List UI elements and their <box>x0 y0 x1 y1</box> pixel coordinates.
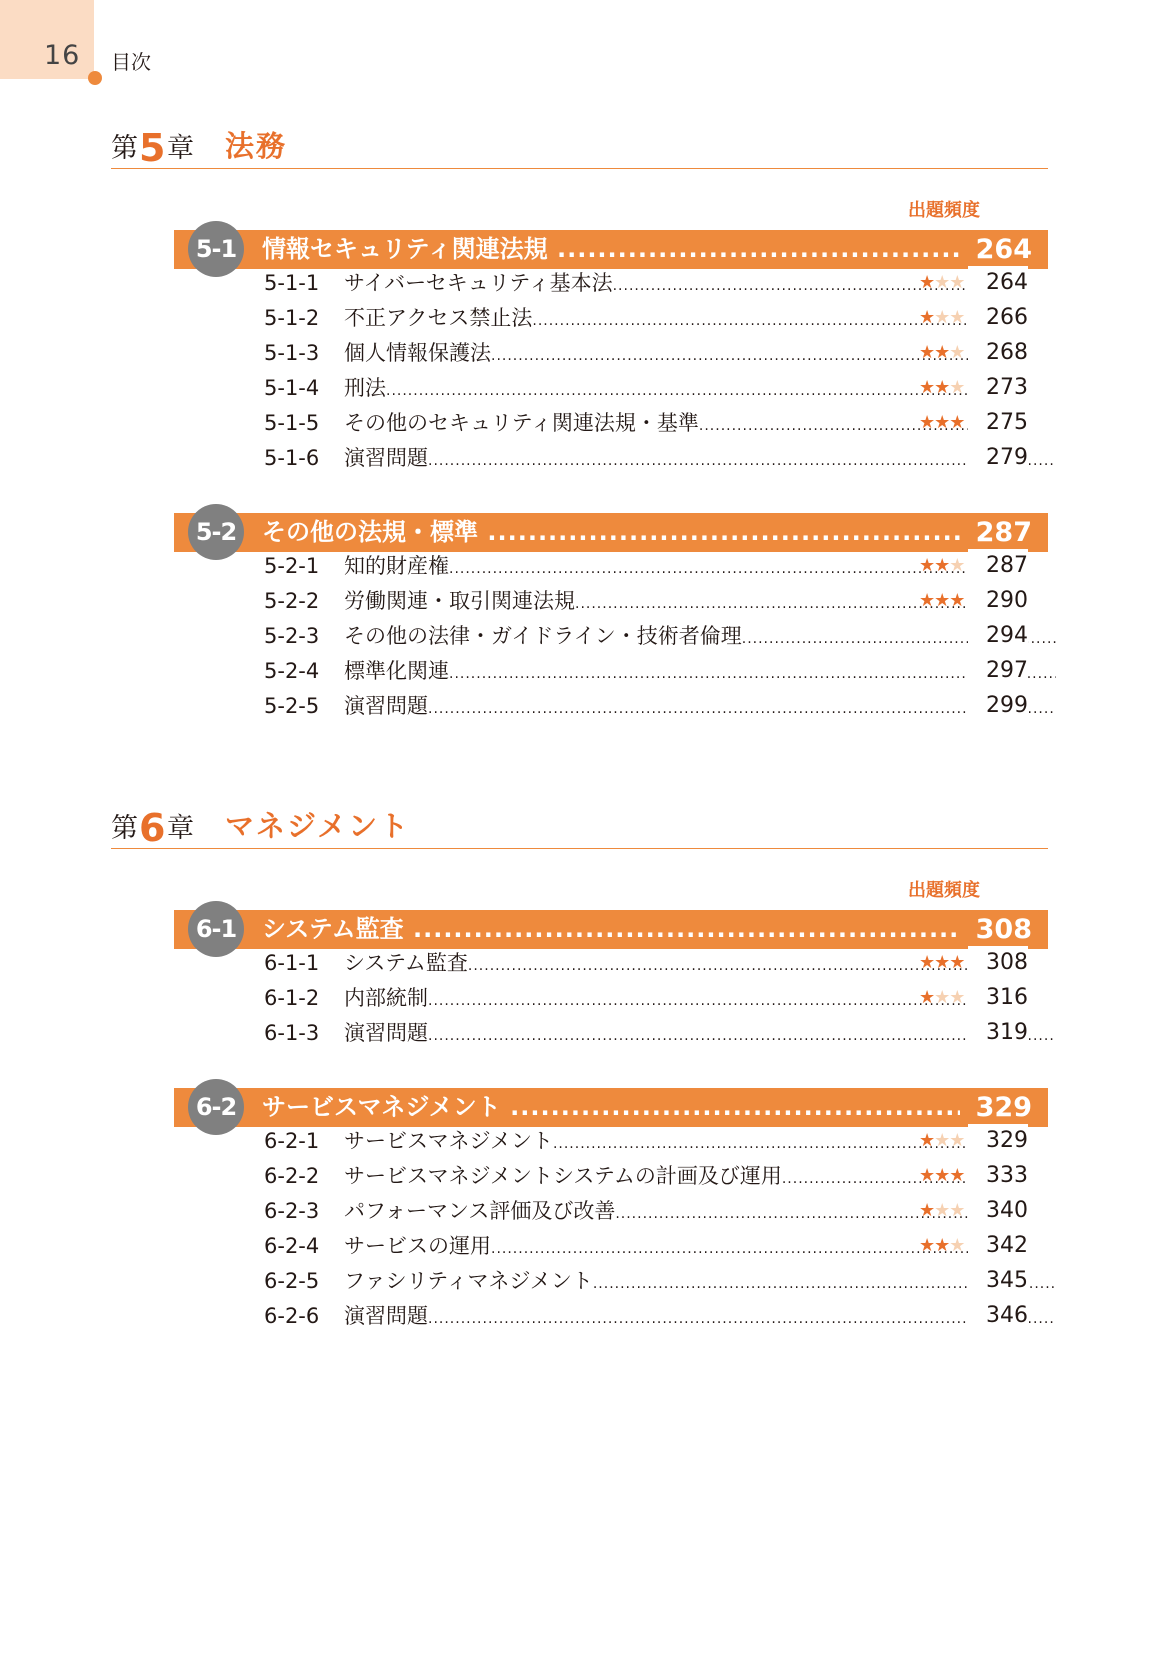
star-icon: ★ <box>934 555 950 576</box>
toc-entry[interactable] <box>264 619 1028 653</box>
toc-entry[interactable] <box>264 441 1028 475</box>
entry-number: 5-1-5 <box>264 411 320 435</box>
entry-number: 6-1-1 <box>264 951 320 975</box>
star-icon: ★ <box>949 987 965 1008</box>
star-icon: ★ <box>919 1200 935 1221</box>
running-header: 目次 <box>111 50 151 74</box>
entry-title: 不正アクセス禁止法 ..... <box>344 301 989 338</box>
entry-number: 6-1-3 <box>264 1021 320 1045</box>
section-page-number: 287 <box>960 513 1032 552</box>
entry-number: 5-2-4 <box>264 659 320 683</box>
section-number-badge: 5-2 <box>188 504 244 560</box>
toc-entry[interactable] <box>264 1016 1028 1050</box>
star-icon: ★ <box>949 590 965 611</box>
toc-entry[interactable] <box>264 981 1028 1015</box>
page-dot-decoration <box>88 71 102 85</box>
entry-number: 6-1-2 <box>264 986 320 1010</box>
star-icon: ★ <box>934 1130 950 1151</box>
entry-title: 知的財産権 ..... <box>344 549 989 586</box>
entry-page-number: 266 <box>968 301 1028 335</box>
entry-title: サイバーセキュリティ基本法 ..... <box>344 266 989 303</box>
chapter-heading <box>111 808 1048 849</box>
entry-page-number: 308 <box>968 946 1028 980</box>
entry-page-number: 299 <box>968 689 1028 723</box>
star-icon: ★ <box>934 377 950 398</box>
entry-title: 労働関連・取引関連法規 ..... <box>344 584 989 621</box>
entry-number: 5-1-3 <box>264 341 320 365</box>
entry-page-number: 264 <box>968 266 1028 300</box>
entry-page-number: 290 <box>968 584 1028 618</box>
frequency-stars <box>919 981 964 1015</box>
star-icon: ★ <box>919 342 935 363</box>
frequency-stars <box>919 371 964 405</box>
frequency-label: 出題頻度 <box>908 880 980 901</box>
entry-page-number: 287 <box>968 549 1028 583</box>
entry-title: サービスの運用 ..... <box>344 1229 989 1266</box>
entry-number: 6-2-5 <box>264 1269 320 1293</box>
toc-entry[interactable] <box>264 266 1028 300</box>
toc-entry[interactable] <box>264 584 1028 618</box>
chapter-heading <box>111 128 1048 169</box>
star-icon: ★ <box>949 307 965 328</box>
section-title[interactable]: その他の法規・標準 ..... <box>262 513 962 552</box>
toc-entry[interactable] <box>264 1159 1028 1193</box>
star-icon: ★ <box>919 307 935 328</box>
toc-entry[interactable] <box>264 1124 1028 1158</box>
entry-number: 5-1-4 <box>264 376 320 400</box>
entry-title: その他の法律・ガイドライン・技術者倫理 ..... <box>344 619 1056 656</box>
chapter-suffix: 章 <box>167 813 194 844</box>
section-page-number: 329 <box>960 1088 1032 1127</box>
star-icon: ★ <box>949 1130 965 1151</box>
star-icon: ★ <box>949 952 965 973</box>
entry-page-number: 345 <box>968 1264 1028 1298</box>
toc-entry[interactable] <box>264 549 1028 583</box>
entry-page-number: 340 <box>968 1194 1028 1228</box>
entry-number: 5-2-2 <box>264 589 320 613</box>
entry-title: 演習問題 ..... <box>344 689 1056 726</box>
entry-page-number: 297 <box>968 654 1028 688</box>
entry-page-number: 329 <box>968 1124 1028 1158</box>
star-icon: ★ <box>934 590 950 611</box>
frequency-stars <box>919 336 964 370</box>
entry-title: 演習問題 ..... <box>344 1299 1056 1336</box>
toc-entry[interactable] <box>264 1264 1028 1298</box>
entry-title: サービスマネジメント ..... <box>344 1124 989 1161</box>
star-icon: ★ <box>934 952 950 973</box>
star-icon: ★ <box>919 1235 935 1256</box>
star-icon: ★ <box>919 1130 935 1151</box>
star-icon: ★ <box>949 1235 965 1256</box>
star-icon: ★ <box>934 1165 950 1186</box>
star-icon: ★ <box>934 342 950 363</box>
entry-number: 5-2-5 <box>264 694 320 718</box>
frequency-stars <box>919 1229 964 1263</box>
star-icon: ★ <box>949 1165 965 1186</box>
star-icon: ★ <box>919 987 935 1008</box>
toc-entry[interactable] <box>264 946 1028 980</box>
chapter-number: 5 <box>139 126 166 170</box>
star-icon: ★ <box>949 377 965 398</box>
frequency-stars <box>919 266 964 300</box>
entry-page-number: 316 <box>968 981 1028 1015</box>
toc-entry[interactable] <box>264 654 1028 688</box>
entry-title: 刑法 ..... <box>344 371 989 408</box>
star-icon: ★ <box>949 1200 965 1221</box>
entry-number: 6-2-6 <box>264 1304 320 1328</box>
section-number-badge: 5-1 <box>188 221 244 277</box>
entry-page-number: 333 <box>968 1159 1028 1193</box>
page-number: 16 <box>44 40 81 71</box>
section-number-badge: 6-1 <box>188 901 244 957</box>
entry-number: 6-2-4 <box>264 1234 320 1258</box>
toc-entry[interactable] <box>264 406 1028 440</box>
chapter-suffix: 章 <box>167 133 194 164</box>
section-title[interactable]: 情報セキュリティ関連法規 ..... <box>262 230 962 269</box>
star-icon: ★ <box>934 272 950 293</box>
entry-page-number: 319 <box>968 1016 1028 1050</box>
entry-page-number: 342 <box>968 1229 1028 1263</box>
frequency-label: 出題頻度 <box>908 200 980 221</box>
chapter-prefix: 第 <box>111 813 138 844</box>
star-icon: ★ <box>949 555 965 576</box>
frequency-stars <box>919 946 964 980</box>
entry-title: サービスマネジメントシステムの計画及び運用 ..... <box>344 1159 989 1196</box>
entry-title: 内部統制 ..... <box>344 981 989 1018</box>
toc-entry[interactable] <box>264 336 1028 370</box>
star-icon: ★ <box>949 412 965 433</box>
entry-title: システム監査 ..... <box>344 946 989 983</box>
entry-page-number: 275 <box>968 406 1028 440</box>
entry-page-number: 346 <box>968 1299 1028 1333</box>
toc-entry[interactable] <box>264 371 1028 405</box>
star-icon: ★ <box>919 1165 935 1186</box>
entry-title: パフォーマンス評価及び改善 ..... <box>344 1194 989 1231</box>
entry-title: 演習問題 ..... <box>344 1016 1056 1053</box>
entry-number: 5-1-2 <box>264 306 320 330</box>
entry-title: 標準化関連 ..... <box>344 654 1056 691</box>
frequency-stars <box>919 549 964 583</box>
entry-number: 5-2-1 <box>264 554 320 578</box>
entry-page-number: 268 <box>968 336 1028 370</box>
star-icon: ★ <box>934 307 950 328</box>
entry-number: 5-1-6 <box>264 446 320 470</box>
entry-number: 6-2-2 <box>264 1164 320 1188</box>
entry-title: 個人情報保護法 ..... <box>344 336 989 373</box>
entry-number: 5-2-3 <box>264 624 320 648</box>
entry-page-number: 273 <box>968 371 1028 405</box>
section-number-badge: 6-2 <box>188 1079 244 1135</box>
toc-entry[interactable] <box>264 1299 1028 1333</box>
toc-entry[interactable] <box>264 301 1028 335</box>
entry-number: 6-2-1 <box>264 1129 320 1153</box>
star-icon: ★ <box>934 987 950 1008</box>
section-title[interactable]: システム監査 ..... <box>262 910 962 949</box>
star-icon: ★ <box>949 272 965 293</box>
frequency-stars <box>919 584 964 618</box>
frequency-stars <box>919 1159 964 1193</box>
chapter-prefix: 第 <box>111 133 138 164</box>
entry-number: 5-1-1 <box>264 271 320 295</box>
star-icon: ★ <box>919 272 935 293</box>
entry-title: 演習問題 ..... <box>344 441 1056 478</box>
frequency-stars <box>919 1124 964 1158</box>
star-icon: ★ <box>919 555 935 576</box>
frequency-stars <box>919 406 964 440</box>
section-page-number: 308 <box>960 910 1032 949</box>
star-icon: ★ <box>934 412 950 433</box>
star-icon: ★ <box>919 377 935 398</box>
chapter-title: マネジメント <box>225 809 411 843</box>
star-icon: ★ <box>949 342 965 363</box>
entry-page-number: 279 <box>968 441 1028 475</box>
entry-page-number: 294 <box>968 619 1028 653</box>
star-icon: ★ <box>919 952 935 973</box>
entry-title: ファシリティマネジメント ..... <box>344 1264 1056 1301</box>
star-icon: ★ <box>934 1235 950 1256</box>
star-icon: ★ <box>919 412 935 433</box>
star-icon: ★ <box>934 1200 950 1221</box>
chapter-number: 6 <box>139 806 166 850</box>
section-title[interactable]: サービスマネジメント ..... <box>262 1088 962 1127</box>
star-icon: ★ <box>919 590 935 611</box>
toc-entry[interactable] <box>264 1194 1028 1228</box>
entry-number: 6-2-3 <box>264 1199 320 1223</box>
chapter-title: 法務 <box>225 129 288 163</box>
frequency-stars <box>919 1194 964 1228</box>
frequency-stars <box>919 301 964 335</box>
entry-title: その他のセキュリティ関連法規・基準 ..... <box>344 406 989 443</box>
toc-entry[interactable] <box>264 689 1028 723</box>
toc-entry[interactable] <box>264 1229 1028 1263</box>
section-page-number: 264 <box>960 230 1032 269</box>
